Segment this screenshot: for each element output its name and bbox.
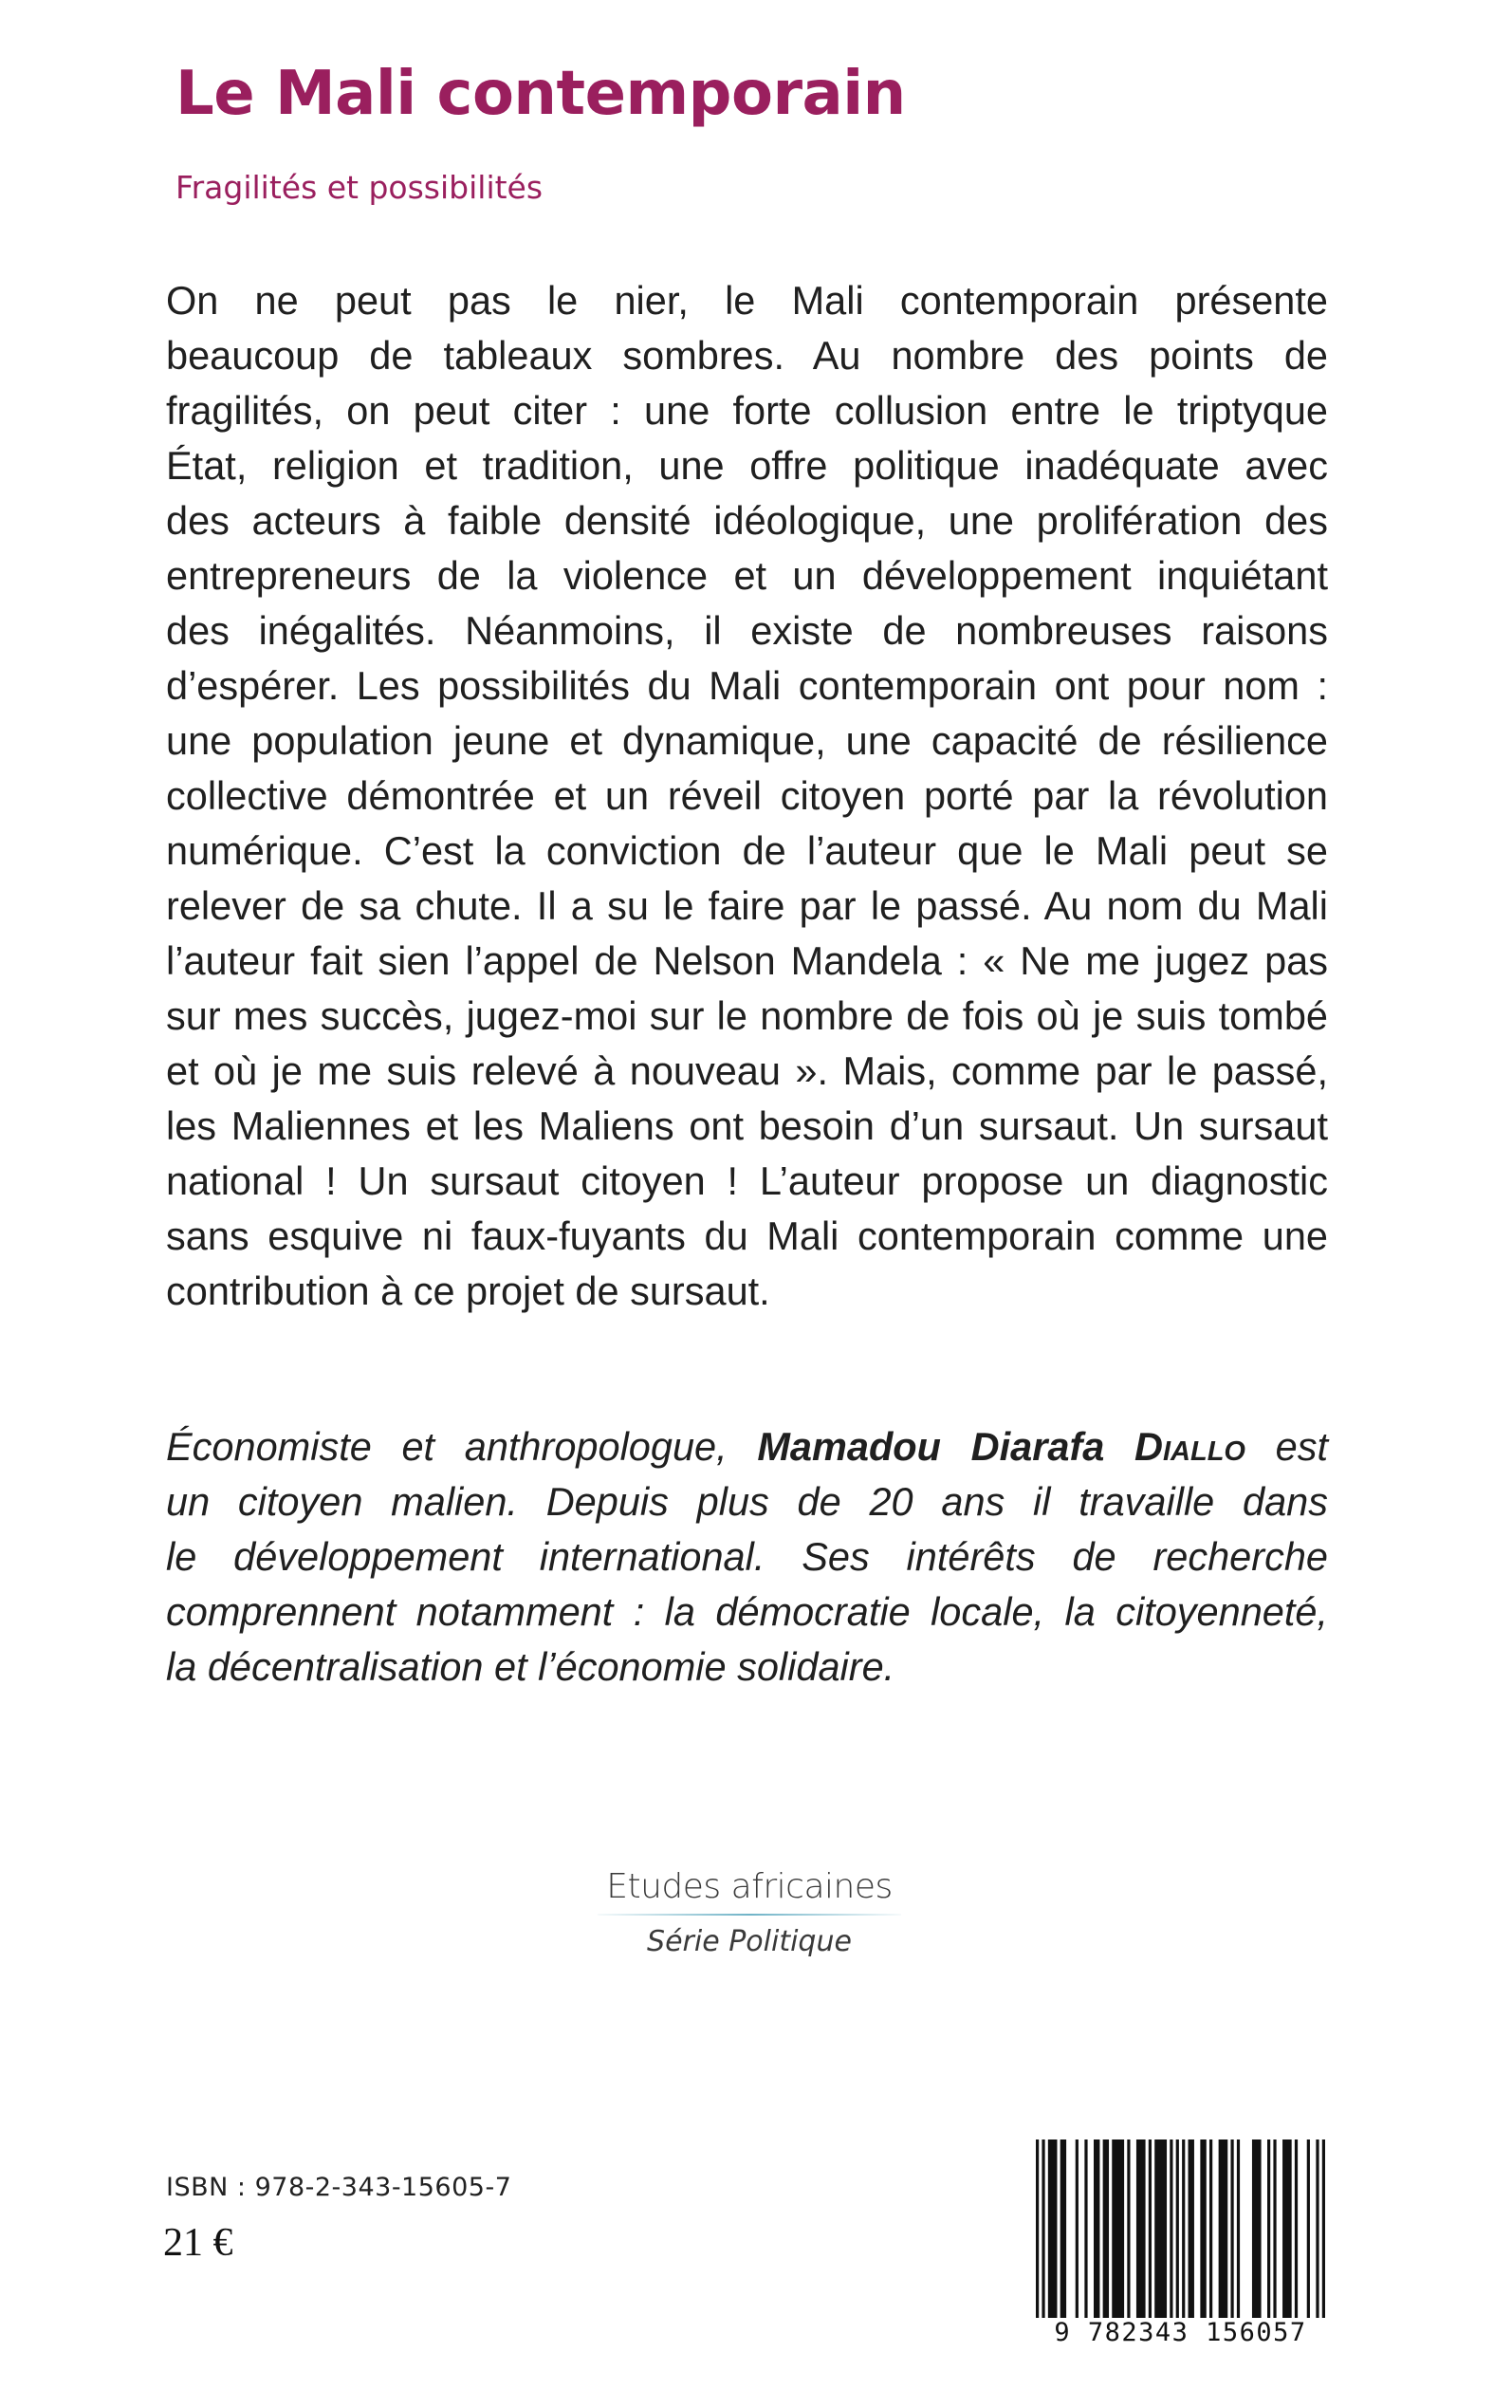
series-divider: [598, 1914, 901, 1916]
barcode-bar: [1230, 2139, 1233, 2318]
barcode-bar: [1127, 2139, 1130, 2318]
barcode-bar: [1307, 2139, 1310, 2318]
barcode-bar: [1237, 2139, 1240, 2318]
barcode-bar: [1170, 2139, 1172, 2318]
blurb-line: des acteurs à faible densité idéologique, une prolifération des: [166, 498, 1328, 543]
isbn-label: ISBN : 978-2-343-15605-7: [166, 2173, 512, 2202]
book-subtitle: Fragilités et possibilités: [175, 169, 544, 206]
bio-line: le développement international. Ses intérêts de recherche: [166, 1534, 1328, 1579]
blurb-line: sur mes succès, jugez-moi sur le nombre de fois où je suis tombé: [166, 993, 1328, 1038]
bio-line: la décentralisation et l’économie solidaire.: [166, 1644, 895, 1689]
barcode-bar: [1189, 2139, 1194, 2318]
blurb-line: d’espérer. Les possibilités du Mali contemporain ont pour nom :: [166, 663, 1328, 708]
author-first-name: Mamadou Diarafa: [757, 1424, 1135, 1469]
barcode: [1036, 2139, 1325, 2354]
book-title: Le Mali contemporain: [175, 59, 906, 129]
series-name: Etudes africaines: [606, 1867, 893, 1906]
back-cover-blurb: [166, 273, 1328, 1319]
barcode-bar: [1103, 2139, 1109, 2318]
bio-prefix: Économiste et anthropologue,: [166, 1424, 758, 1469]
barcode-bar: [1219, 2139, 1228, 2318]
barcode-bar: [1136, 2139, 1146, 2318]
blurb-line: contribution à ce projet de sursaut.: [166, 1269, 770, 1313]
price-label: 21 €: [163, 2221, 233, 2265]
blurb-line: relever de sa chute. Il a su le faire par le passé. Au nom du Mali: [166, 883, 1328, 928]
blurb-line: On ne peut pas le nier, le Mali contemporain présente: [166, 278, 1328, 323]
barcode-bar: [1316, 2139, 1318, 2318]
author-bio: [166, 1419, 1328, 1695]
barcode-bar: [1322, 2139, 1325, 2318]
barcode-bar: [1112, 2139, 1124, 2318]
blurb-line: des inégalités. Néanmoins, il existe de nombreuses raisons: [166, 608, 1328, 653]
barcode-bar: [1094, 2139, 1099, 2318]
barcode-bar: [1048, 2139, 1058, 2318]
series-subtitle: Série Politique: [647, 1925, 852, 1958]
barcode-bar: [1209, 2139, 1212, 2318]
barcode-bar: [1267, 2139, 1270, 2318]
barcode-bar: [1200, 2139, 1206, 2318]
barcode-bar: [1154, 2139, 1167, 2318]
blurb-line: entrepreneurs de la violence et un développement inquiétant: [166, 553, 1328, 598]
barcode-bar: [1036, 2139, 1039, 2318]
bio-line: comprennent notamment : la démocratie locale, la citoyenneté,: [166, 1589, 1328, 1634]
barcode-bar: [1076, 2139, 1079, 2318]
series-logo: [569, 1867, 930, 1958]
blurb-line: collective démontrée et un réveil citoyen porté par la révolution: [166, 773, 1328, 818]
barcode-bar: [1176, 2139, 1179, 2318]
barcode-bar: [1060, 2139, 1066, 2318]
blurb-line: les Maliennes et les Maliens ont besoin d’un sursaut. Un sursaut: [166, 1103, 1328, 1148]
bio-suffix: est: [1245, 1424, 1328, 1469]
author-last-name: Diallo: [1134, 1424, 1245, 1469]
barcode-bar: [1273, 2139, 1276, 2318]
blurb-line: État, religion et tradition, une offre politique inadéquate avec: [166, 443, 1328, 488]
blurb-line: numérique. C’est la conviction de l’auteur que le Mali peut se: [166, 828, 1328, 873]
blurb-line: beaucoup de tableaux sombres. Au nombre des points de: [166, 333, 1328, 378]
bio-line: [166, 1419, 1328, 1474]
barcode-bar: [1252, 2139, 1262, 2318]
barcode-bar: [1149, 2139, 1152, 2318]
blurb-line: sans esquive ni faux-fuyants du Mali contemporain comme une: [166, 1213, 1328, 1258]
barcode-bar: [1084, 2139, 1087, 2318]
blurb-line: national ! Un sursaut citoyen ! L’auteur propose un diagnostic: [166, 1158, 1328, 1203]
blurb-line: une population jeune et dynamique, une capacité de résilience: [166, 718, 1328, 763]
barcode-bar: [1042, 2139, 1044, 2318]
bio-line: un citoyen malien. Depuis plus de 20 ans il travaille dans: [166, 1479, 1328, 1524]
blurb-line: fragilités, on peut citer : une forte collusion entre le triptyque: [166, 388, 1328, 433]
barcode-bar: [1282, 2139, 1292, 2318]
barcode-bar: [1182, 2139, 1185, 2318]
blurb-line: et où je me suis relevé à nouveau ». Mais, comme par le passé,: [166, 1048, 1328, 1093]
blurb-line: l’auteur fait sien l’appel de Nelson Mandela : « Ne me jugez pas: [166, 938, 1328, 983]
barcode-digits: 9 782343 156057: [1036, 2318, 1325, 2347]
barcode-bar: [1295, 2139, 1298, 2318]
